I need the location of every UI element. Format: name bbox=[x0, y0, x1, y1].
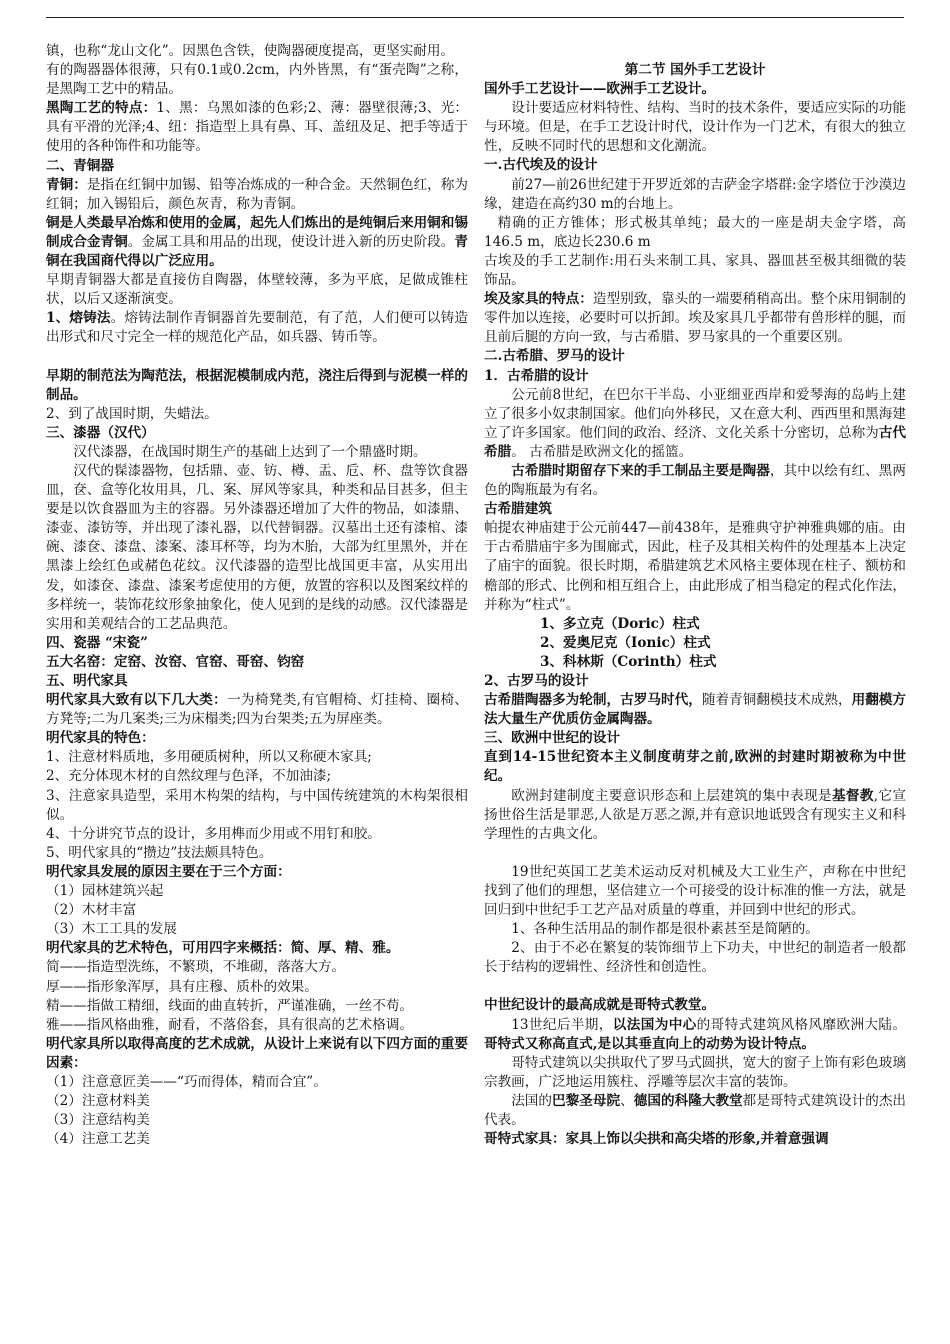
paragraph: 汉代的髹漆器物，包括鼎、壶、钫、樽、盂、卮、杯、盘等饮食器皿，奁、盒等化妆用具，几、案、屏风等家具，种类和品目甚多，但主要是以饮食器皿为主的容器。另外漆器还增加了大件的物品，如漆鼎、漆壶、漆钫等，并出现了漆礼器，以代替铜器。汉墓出土还有漆棺、漆碗、漆奁、漆盘、漆案、漆耳杯等，均为木胎，大部为红里黑外，并在黑漆上绘红色或赭色花纹。汉代漆器的造型比战国更丰富，从实用出发，如漆奁、漆盘、漆案考虑使用的方便，放置的容积以及图案纹样的多样统一，装饰花纹形象抽象化，使人见到的是线的动感。汉代漆器是实用和美观结合的工艺品典范。 bbox=[46, 462, 468, 632]
paragraph: 古希腊时期留存下来的手工制品主要是陶器，其中以绘有红、黑两色的陶瓶最为有名。 bbox=[484, 462, 907, 499]
list-item: （3）注意结构美 bbox=[46, 1112, 150, 1129]
list-item: （2）注意材料美 bbox=[46, 1093, 150, 1110]
paragraph: 青铜：是指在红铜中加锡、铅等冶炼成的一种合金。天然铜色红，称为红铜；加入锡铅后，颜色灰青，称为青铜。 bbox=[46, 176, 469, 212]
paragraph: 13世纪后半期，以法国为中心的哥特式建筑风格风靡欧洲大陆。哥特式又称高直式,是以其垂直向上的动势为设计特点。 bbox=[484, 1016, 906, 1052]
list-item: 3、注意家具造型，采用木构架的结构，与中国传统建筑的木构架很相似。 bbox=[46, 787, 468, 823]
paragraph: 1、各种生活用品的制作都是很朴素甚至是简陋的。 bbox=[511, 921, 819, 938]
header-rule bbox=[46, 17, 904, 18]
list-item: （1）园林建筑兴起 bbox=[46, 883, 164, 900]
paragraph: 汉代漆器，在战国时期生产的基础上达到了一个鼎盛时期。 bbox=[73, 443, 427, 460]
heading-greek-rome: 二.古希腊、罗马的设计 bbox=[484, 348, 625, 365]
paragraph: 哥特式建筑以尖拱取代了罗马式圆拱，宽大的窗子上饰有彩色玻璃宗教画，广泛地运用簇柱、浮雕等层次丰富的装饰。 bbox=[484, 1054, 906, 1090]
paragraph: 精确的正方锥体；形式极其单纯；最大的一座是胡夫金字塔，高146.5 m，底边长230.6 m bbox=[484, 214, 906, 250]
paragraph: 哥特式家具：家具上饰以尖拱和高尖塔的形象,并着意强调 bbox=[484, 1131, 829, 1148]
list-item: 厚——指形象浑厚，具有庄穆、质朴的效果。 bbox=[46, 978, 318, 995]
subheading: 2、古罗马的设计 bbox=[484, 673, 589, 689]
paragraph: 埃及家具的特点：造型别致，靠头的一端要稍稍高出。整个床用铜制的零件加以连接，必要时可以折卸。埃及家具几乎都带有兽形样的腿，而且前后腿的方向一致，与古希腊、罗马家具的一个重要区别。 bbox=[484, 291, 907, 346]
subheading: 明代家具的艺术特色，可用四字来概括：简、厚、精、雅。 bbox=[46, 940, 400, 957]
list-item: 2、充分体现木材的自然纹理与色泽，不加油漆; bbox=[46, 768, 332, 785]
right-column bbox=[484, 42, 906, 1149]
list-item: 1、注意材料质地，多用硬质树种，所以又称硬木家具; bbox=[46, 749, 372, 766]
heading-egypt: 一.古代埃及的设计 bbox=[484, 157, 598, 174]
subheading: 古希腊建筑 bbox=[484, 501, 552, 518]
paragraph: 古埃及的手工艺制作:用石头来制工具、家具、器皿甚至极其细微的装饰品。 bbox=[484, 252, 906, 289]
list-item: （1）注意意匠美——“巧而得体，精而合宜”。 bbox=[46, 1073, 327, 1090]
paragraph: 早期的制范法为陶范法，根据泥模制成内范，浇注后得到与泥模一样的制品。 bbox=[46, 367, 468, 403]
left-column bbox=[46, 42, 468, 1149]
paragraph: 帕提农神庙建于公元前447—前438年，是雅典守护神雅典娜的庙。由于古希腊庙宇多为围廊式，因此，柱子及其相关构件的处理基本上决定了庙宇的面貌。很长时期，希腊建筑艺术风格主要体现在柱子、额枋和檐部的形式、比例和相互组合上，由此形成了相当稳定的程式化作法，并称为“柱式”。 bbox=[484, 520, 906, 613]
paragraph: 黑陶工艺的特点：1、黑：乌黑如漆的色彩;2、薄：器壁很薄;3、光：具有平滑的光泽;4、纽：指造型上具有鼻、耳、盖纽及足、把手等适于使用的各种饰件和功能等。 bbox=[46, 100, 468, 155]
heading-bronze: 二、青铜器 bbox=[46, 157, 114, 174]
subheading: 1．古希腊的设计 bbox=[484, 367, 589, 384]
subheading: 中世纪设计的最高成就是哥特式教堂。 bbox=[484, 997, 716, 1014]
list-item: 3、科林斯（Corinth）柱式 bbox=[540, 653, 717, 670]
list-item: 2、爱奥尼克（Ionic）柱式 bbox=[540, 634, 711, 651]
subheading: 明代家具的特色： bbox=[46, 730, 155, 747]
subheading: 明代家具发展的原因主要在于三个方面： bbox=[46, 863, 291, 880]
list-item: 1、多立克（Doric）柱式 bbox=[540, 615, 700, 632]
list-item: 简——指造型洗练，不繁琐，不堆砌，落落大方。 bbox=[46, 959, 346, 976]
paragraph: 古希腊陶器多为轮制，古罗马时代，随着青铜翻模技术成熟，用翻模方法大量生产优质仿金属陶器。 bbox=[484, 692, 907, 728]
section-title: 第二节 国外手工艺设计 bbox=[624, 62, 766, 78]
list-item: 雅——指风格曲雅，耐看，不落俗套，具有很高的艺术格调。 bbox=[46, 1016, 414, 1033]
paragraph: 法国的巴黎圣母院、德国的科隆大教堂都是哥特式建筑设计的杰出代表。 bbox=[484, 1092, 907, 1128]
paragraph: 直到14-15世纪资本主义制度萌芽之前,欧洲的封建时期被称为中世纪。 bbox=[484, 749, 906, 785]
paragraph: 铜是人类最早冶炼和使用的金属，起先人们炼出的是纯铜后来用铜和锡制成合金青铜。金属工具和用品的出现，使设计进入新的历史阶段。青铜在我国商代得以广泛应用。 bbox=[46, 214, 469, 270]
paragraph: 欧洲封建制度主要意识形态和上层建筑的集中表现是基督教,它宣扬世俗生活是罪恶,人欲是万恶之源,并有意识地诋毁含有现实主义和科学理性的古典文化。 bbox=[484, 787, 907, 842]
paragraph: 设计要适应材料特性、结构、当时的技术条件，要适应实际的功能与环境。但是，在手工艺设计时代，设计作为一门艺术，有很大的独立性，反映不同时代的思想和文化潮流。 bbox=[484, 100, 906, 155]
paragraph: 前27—前26世纪建于开罗近郊的吉萨金字塔群:金字塔位于沙漠边缘，建造在高约30 m的台地上。 bbox=[484, 176, 906, 212]
list-item: （3）木工工具的发展 bbox=[46, 921, 177, 938]
paragraph: 1、熔铸法。熔铸法制作青铜器首先要制范，有了范，人们便可以铸造出形式和尺寸完全一样的规范化产品，如兵器、铸币等。 bbox=[46, 310, 468, 346]
paragraph: 明代家具大致有以下几大类：一为椅凳类,有官帽椅、灯挂椅、圈椅、方凳等;二为几案类;三为床榻类;四为台架类;五为屏座类。 bbox=[46, 692, 469, 728]
paragraph: 19世纪英国工艺美术运动反对机械及大工业生产，声称在中世纪找到了他们的理想，坚信建立一个可接受的设计标准的惟一方法，就是回归到中世纪手工艺产品对质量的尊重，并回到中世纪的形式。 bbox=[484, 863, 906, 919]
heading-ming: 五、明代家具 bbox=[46, 673, 128, 689]
paragraph: 镇，也称“龙山文化”。因黑色含铁，使陶器硬度提高，更坚实耐用。 bbox=[46, 43, 455, 59]
heading-lacquer: 三、漆器（汉代） bbox=[46, 424, 155, 441]
list-item: （4）注意工艺美 bbox=[46, 1131, 150, 1148]
paragraph: 早期青铜器大都是直接仿自陶器，体壁较薄，多为平底，足做成锥柱状，以后又逐渐演变。 bbox=[46, 272, 468, 308]
heading-porcelain: 四、瓷器 “宋瓷” bbox=[46, 634, 148, 651]
paragraph: 公元前8世纪，在巴尔干半岛、小亚细亚西岸和爱琴海的岛屿上建立了很多小奴隶制国家。他们向外移民，又在意大利、西西里和黑海建立了许多国家。他们间的政治、经济、文化关系十分密切，总称为古代希腊。 古希腊是欧洲文化的摇篮。 bbox=[484, 386, 907, 460]
list-item: 4、十分讲究节点的设计，多用榫而少用或不用钉和胶。 bbox=[46, 825, 381, 842]
subheading: 国外手工艺设计——欧洲手工艺设计。 bbox=[484, 81, 716, 98]
paragraph: 2、由于不必在繁复的装饰细节上下功夫，中世纪的制造者一般都长于结构的逻辑性、经济性和创造性。 bbox=[484, 940, 906, 976]
list-item: 精——指做工精细，线面的曲直转折，严谨准确，一丝不苟。 bbox=[46, 997, 414, 1014]
list-item: （2）木材丰富 bbox=[46, 902, 137, 919]
list-item: 5、明代家具的“攒边”技法颇具特色。 bbox=[46, 844, 273, 861]
paragraph: 有的陶器器体很薄，只有0.1或0.2cm，内外皆黑，有“蛋壳陶”之称，是黑陶工艺中的精品。 bbox=[46, 62, 468, 98]
paragraph: 五大名窑：定窑、汝窑、官窑、哥窑、钧窑 bbox=[46, 653, 305, 670]
heading-medieval: 三、欧洲中世纪的设计 bbox=[484, 730, 620, 747]
paragraph: 2、到了战国时期，失蜡法。 bbox=[46, 405, 218, 422]
subheading: 明代家具所以取得高度的艺术成就，从设计上来说有以下四方面的重要因素： bbox=[46, 1035, 468, 1071]
